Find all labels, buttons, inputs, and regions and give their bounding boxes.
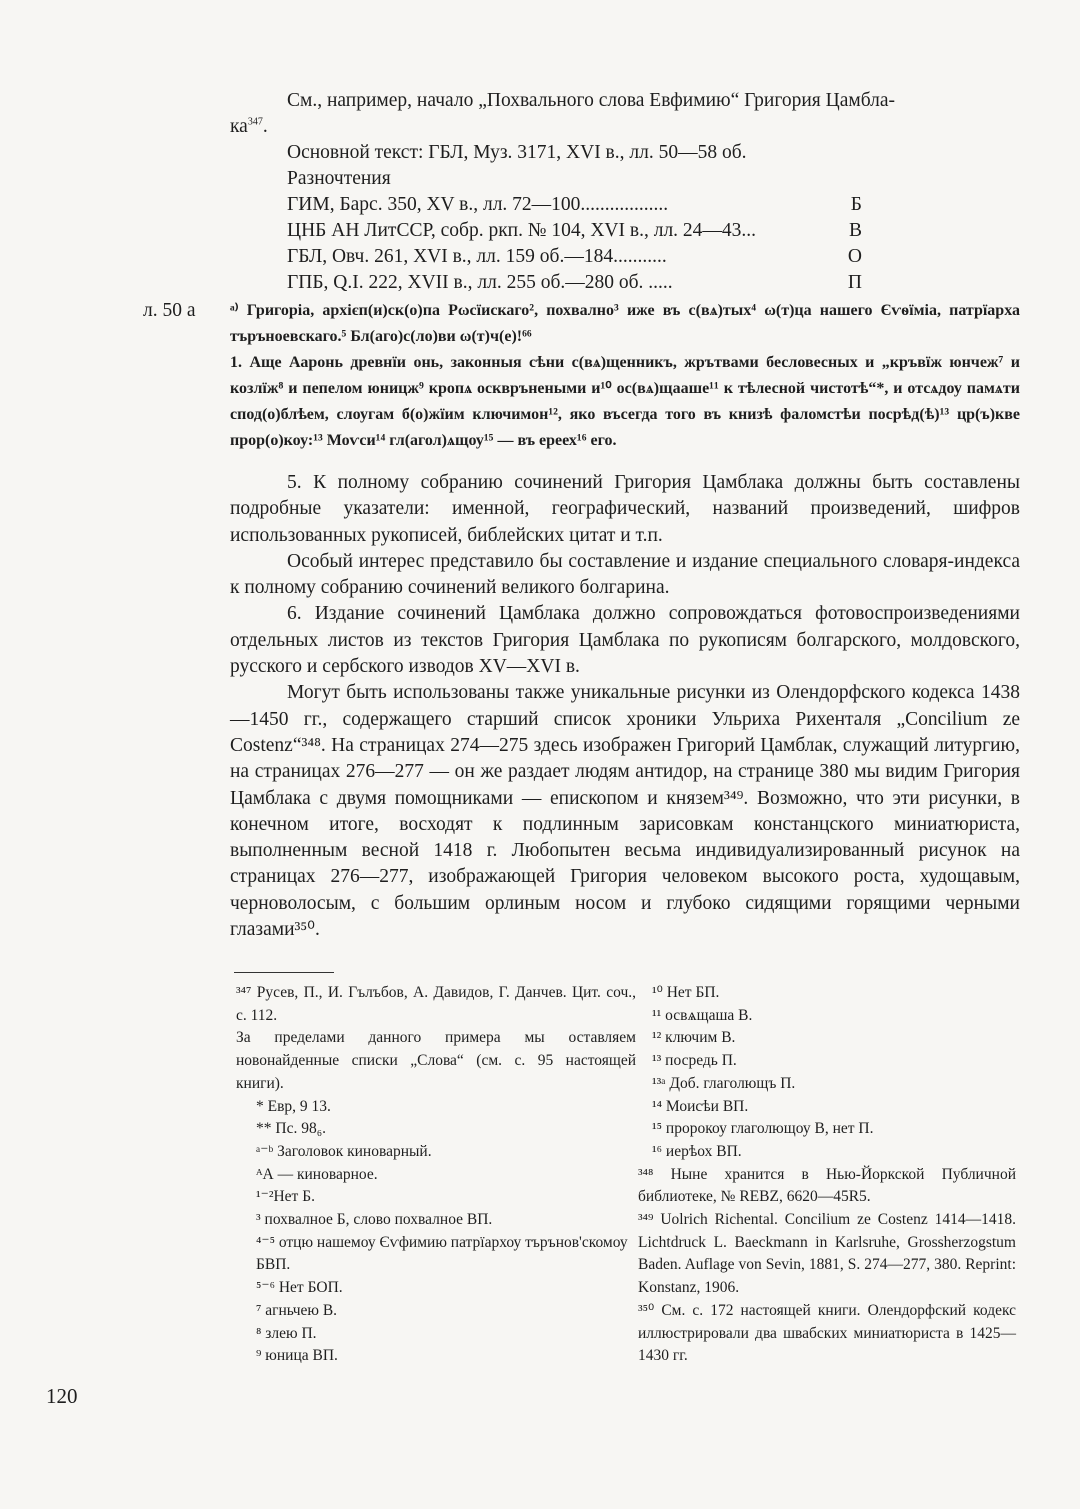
footnote-ref: 347 bbox=[247, 116, 263, 128]
footnote: ¹⁻²Нет Б. bbox=[256, 1188, 315, 1206]
intro-line: См., например, начало „Похвального слова Евфимию“ Григория Цамбла- bbox=[287, 90, 896, 111]
siglum: В bbox=[848, 220, 862, 241]
footnote: ³⁴⁷ Русев, П., И. Гълъбов, А. Давидов, Г. Данчев. Цит. соч., с. 112. bbox=[236, 984, 636, 1024]
footnote: ¹¹ освѧщаша В. bbox=[652, 1006, 753, 1024]
siglum: Б bbox=[850, 194, 862, 215]
manuscript-row: ЦНБ АН ЛитССР, собр. ркп. № 104, XVI в., лл. 24—43... В bbox=[287, 218, 862, 244]
intro-block bbox=[230, 88, 1020, 192]
footnote: ⁹ юница ВП. bbox=[256, 1347, 338, 1365]
folio-label: л. 50 а bbox=[143, 300, 196, 321]
footnote: ¹⁴ Моисѣи ВП. bbox=[652, 1097, 749, 1115]
page-number: 120 bbox=[46, 1384, 78, 1408]
footnote: ᴬА — киноварное. bbox=[256, 1165, 378, 1183]
footnote: ³⁵⁰ См. с. 172 настоящей книги. Олендорфский кодекс иллюстрировали два швабских миниатюриста в 1425—1430 гг. bbox=[638, 1301, 1016, 1365]
footnote: ⁸ злею П. bbox=[256, 1324, 317, 1342]
footnote: ᵃ⁻ᵇ Заголовок киноварный. bbox=[256, 1142, 432, 1160]
footnote: ¹⁰ Нет БП. bbox=[652, 984, 720, 1001]
footnotes-right-column bbox=[638, 982, 1016, 1368]
footnote: ⁵⁻⁶ Нет БОП. bbox=[256, 1279, 343, 1297]
footnote: ⁷ агньчею В. bbox=[256, 1301, 338, 1319]
slavonic-paragraph: 1. Аще Ааронь древнїи онь, законныя сѣни с(вѧ)щенникъ, жрътвами бесловесных и „кръвїж юнчеж⁷ и козлїж⁸ и пепелом юницж⁹ кропѧ оскврънеными и¹⁰ ос(вѧ)щааше¹¹ к тѣлесной чистотѣ“*, и отсѧдоу памѧти спод(о)блѣем, слоугам б(о)жїим ключимон¹², яко въсегда того въ книзѣ фаломстѣи посрѣд(ѣ)¹³ цр(ъ)кве прор(о)коу:¹³ Моѵси¹⁴ гл(агол)ѧщоу¹⁵ — въ ереех¹⁶ его. bbox=[230, 354, 1020, 449]
footnote: ¹² ключим В. bbox=[652, 1029, 736, 1047]
footnote: * Евр, 9 13. bbox=[256, 1097, 331, 1115]
main-text-source: Основной текст: ГБЛ, Муз. 3171, XVI в., лл. 50—58 об. bbox=[287, 142, 747, 163]
siglum: О bbox=[847, 246, 862, 267]
footnote: ¹³ посредь П. bbox=[652, 1052, 737, 1070]
manuscript-row: ГБЛ, Овч. 261, XVI в., лл. 159 об.—184........... О bbox=[287, 244, 862, 270]
footnotes-left-column bbox=[236, 982, 636, 1368]
variants-heading: Разночтения bbox=[287, 168, 391, 189]
footnote: ** Пс. 98₆. bbox=[256, 1120, 326, 1138]
body-paragraph: 5. К полному собранию сочинений Григория Цамблака должны быть составлены подробные указатели: именной, географический, названий произведений, шифров использованных рукописей, библейских цитат и т.п. bbox=[230, 472, 1020, 546]
slavonic-text bbox=[230, 298, 1020, 454]
siglum: П bbox=[847, 272, 862, 293]
footnote: ³⁴⁸ Ныне хранится в Нью-Йоркской Публичной библиотеке, № REBZ, 6620—45R5. bbox=[638, 1165, 1016, 1206]
body-text bbox=[230, 470, 1020, 943]
slavonic-title: ᵃ⁾ Григоріа, архієп(и)ск(о)па Рωсїискаго², похвално³ иже въ с(вѧ)тых⁴ ω(т)ца нашего Єѵѳїміа, патрїарха търъноевскаго.⁵ Бл(аго)с(ло)ви ω(т)ч(е)!⁶⁶ bbox=[230, 302, 1020, 345]
footnote-divider bbox=[234, 972, 334, 973]
footnote: За пределами данного примера мы оставляем новонайденные списки „Слова“ (см. с. 95 настоящей книги). bbox=[236, 1029, 636, 1092]
footnote: ⁴⁻⁵ отцю нашемоу Єѵфимию патрїархоу търънов'скомоу БВП. bbox=[256, 1233, 628, 1274]
footnote: ¹⁵ пророкоу глаголющоу В, нет П. bbox=[652, 1120, 874, 1138]
footnote: ³⁴⁹ Uolrich Richental. Concilium ze Costenz 1414—1418. Lichtdruck L. Baeckmann in Karlsruhe, Grossherzogstum Baden. Auflage von Sevin, 1881, S. 274—277, 380. Reprint: Konstanz, 1906. bbox=[638, 1211, 1016, 1297]
manuscript-row: ГПБ, Q.I. 222, XVII в., лл. 255 об.—280 об. ..... П bbox=[287, 270, 862, 296]
intro-line-cont: $ка^{347}$. bbox=[230, 116, 268, 137]
footnote: ¹⁶ иерѣох ВП. bbox=[652, 1142, 742, 1160]
manuscript-row: ГИМ, Барс. 350, XV в., лл. 72—100.................. Б bbox=[287, 192, 862, 218]
footnote: ¹³ᵃ Доб. глаголющъ П. bbox=[652, 1074, 796, 1092]
body-paragraph: 6. Издание сочинений Цамблака должно сопровождаться фотовоспроизведениями отдельных листов из текстов Григория Цамблака по рукописям болгарского, молдовского, русского и сербского изводов XV—XVI в. bbox=[230, 603, 1020, 678]
footnote: ³ похвалное Б, слово похвалное ВП. bbox=[256, 1211, 493, 1229]
body-paragraph: Могут быть использованы также уникальные рисунки из Олендорфского кодекса 1438—1450 гг., содержащего старший список хроники Ульриха Рихенталя „Concilium ze Costenz“³⁴⁸. На страницах 274—275 здесь изображен Григорий Цамблак, служащий литургию, на страницах 276—277 — он же раздает людям антидор, на странице 380 мы видим Григория Цамблака с двумя помощниками — епископом и князем³⁴⁹. Возможно, что эти рисунки, в конечном итоге, восходят к подлинным зарисовкам констанцского миниатюриста, выполненным весной 1418 г. Любопытен весьма индивидуализированный рисунок на страницах 276—277, изображающей Григория человеком высокого роста, худощавым, черноволосым, с большим орлиным носом и глубоко сидящими горящими черными глазами³⁵⁰. bbox=[230, 682, 1020, 941]
body-paragraph: Особый интерес представило бы составление и издание специального словаря-индекса к полному собранию сочинений великого болгарина. bbox=[230, 550, 1020, 599]
